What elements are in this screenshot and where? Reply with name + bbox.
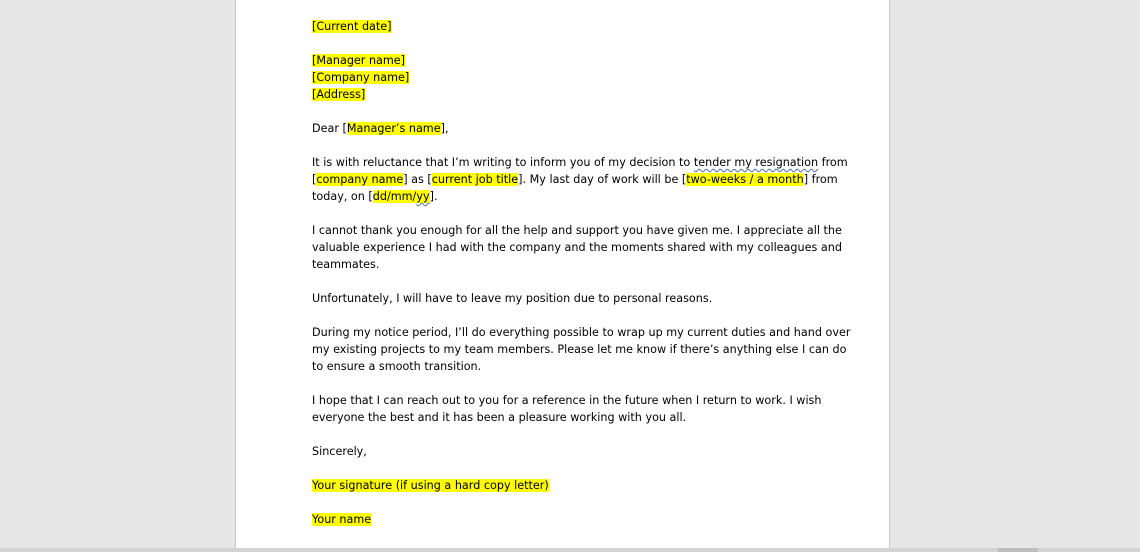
- current-date-placeholder: [Current date]: [312, 20, 392, 33]
- your-name-placeholder: Your name: [312, 513, 372, 526]
- paragraph-line: teammates.: [312, 258, 380, 271]
- blank-line: [312, 273, 822, 290]
- date-format-text: dd/mm/: [372, 190, 417, 203]
- salutation-prefix: Dear [: [312, 122, 347, 135]
- paragraph-line: I cannot thank you enough for all the help and support you have given me. I appreciate all the: [312, 224, 842, 237]
- company-name-inline-placeholder: company name: [316, 173, 404, 186]
- blank-line: [312, 35, 822, 52]
- text-run: today, on [: [312, 190, 373, 203]
- paragraph-thanks: [312, 222, 842, 273]
- paragraph-line: I hope that I can reach out to you for a reference in the future when I return to work. I wish: [312, 394, 822, 407]
- document-page: [235, 0, 890, 548]
- blank-line: [312, 375, 822, 392]
- blank-line: [312, 137, 822, 154]
- salutation-manager-placeholder: Manager’s name: [346, 122, 441, 135]
- notice-period-placeholder: two-weeks / a month: [686, 173, 804, 186]
- blank-line: [312, 494, 822, 511]
- text-run: from: [818, 156, 848, 169]
- paragraph-line: to ensure a smooth transition.: [312, 360, 482, 373]
- paragraph-line: my existing projects to my team members. Please let me know if there’s anything else I can do: [312, 343, 847, 356]
- text-run: ] from: [803, 173, 838, 186]
- blank-line: [312, 460, 822, 477]
- signature-placeholder: Your signature (if using a hard copy letter): [312, 479, 549, 492]
- manager-name-line: [312, 52, 822, 69]
- manager-name-placeholder: [Manager name]: [312, 54, 406, 67]
- text-run: It is with reluctance that I’m writing to inform you of my decision to: [312, 156, 694, 169]
- company-name-placeholder: [Company name]: [312, 71, 410, 84]
- address-placeholder: [Address]: [312, 88, 366, 101]
- paragraph-notice-period: [312, 324, 851, 375]
- paragraph-reasons: [312, 290, 822, 307]
- document-body[interactable]: [312, 18, 851, 528]
- blank-line: [312, 103, 822, 120]
- paragraph-line: valuable experience I had with the company and the moments shared with my colleagues and: [312, 241, 842, 254]
- paragraph-line: Unfortunately, I will have to leave my position due to personal reasons.: [312, 292, 713, 305]
- text-run: ]. My last day of work will be [: [518, 173, 687, 186]
- your-name-line: [312, 511, 822, 528]
- blank-line: [312, 426, 822, 443]
- salutation-line: [312, 120, 822, 137]
- closing-line: Sincerely,: [312, 445, 367, 458]
- paragraph-line: [312, 154, 848, 171]
- blank-line: [312, 205, 822, 222]
- spelling-flagged-word[interactable]: yy: [416, 190, 430, 203]
- paragraph-reference: [312, 392, 822, 426]
- text-run: ] as [: [403, 173, 432, 186]
- text-run: ].: [429, 190, 438, 203]
- paragraph-line: everyone the best and it has been a pleasure working with you all.: [312, 411, 687, 424]
- paragraph-resignation: [312, 154, 848, 205]
- horizontal-scrollbar[interactable]: [0, 548, 1140, 552]
- paragraph-line: [312, 171, 838, 188]
- scrollbar-thumb[interactable]: [998, 548, 1038, 552]
- paragraph-line: [312, 188, 822, 205]
- paragraph-line: During my notice period, I’ll do everything possible to wrap up my current duties and hand over: [312, 326, 851, 339]
- address-line: [312, 86, 822, 103]
- date-placeholder: [373, 190, 430, 203]
- company-name-line: [312, 69, 822, 86]
- grammar-flagged-phrase[interactable]: tender my resignation: [693, 156, 819, 169]
- current-date-line: [312, 18, 822, 35]
- blank-line: [312, 307, 822, 324]
- text-run: [: [312, 173, 317, 186]
- salutation-suffix: ],: [440, 122, 449, 135]
- signature-line: [312, 477, 822, 494]
- job-title-placeholder: current job title: [431, 173, 519, 186]
